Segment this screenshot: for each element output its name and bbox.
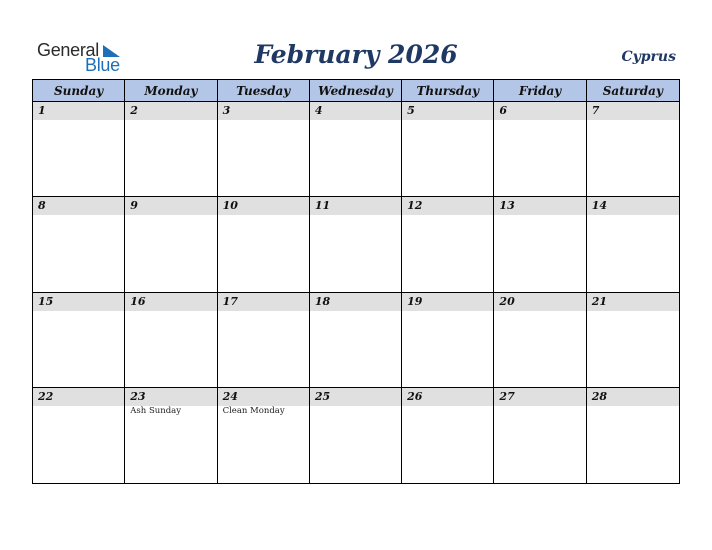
day-cell[interactable] [125, 388, 217, 483]
day-cell[interactable] [587, 293, 679, 388]
day-cell[interactable] [33, 102, 125, 197]
day-number: 18 [310, 293, 401, 311]
day-number: 11 [310, 197, 401, 215]
day-number: 7 [587, 102, 679, 120]
day-cell[interactable] [402, 197, 494, 292]
day-number: 9 [125, 197, 216, 215]
day-number: 21 [587, 293, 679, 311]
weekday-header: Friday [494, 80, 586, 102]
calendar-grid [32, 79, 680, 484]
day-number: 8 [33, 197, 124, 215]
day-number: 15 [33, 293, 124, 311]
day-number: 2 [125, 102, 216, 120]
day-cell[interactable] [125, 102, 217, 197]
day-cell[interactable] [494, 197, 586, 292]
day-cell[interactable] [125, 197, 217, 292]
weekday-header: Sunday [33, 80, 125, 102]
day-cell[interactable] [310, 197, 402, 292]
holiday-event: Ash Sunday [130, 405, 182, 416]
day-cell[interactable] [218, 102, 310, 197]
day-cell[interactable] [310, 102, 402, 197]
day-number: 14 [587, 197, 679, 215]
weekday-header: Monday [125, 80, 217, 102]
day-cell[interactable] [587, 388, 679, 483]
day-cell[interactable] [587, 197, 679, 292]
day-cell[interactable] [33, 293, 125, 388]
day-number: 24 [218, 388, 309, 406]
day-cell[interactable] [402, 102, 494, 197]
country-label: Cyprus [621, 49, 676, 65]
day-number: 3 [218, 102, 309, 120]
day-cell[interactable] [125, 293, 217, 388]
day-number: 13 [494, 197, 585, 215]
weekday-header: Wednesday [310, 80, 402, 102]
logo-text-general: General [37, 40, 99, 60]
day-number: 22 [33, 388, 124, 406]
day-cell[interactable] [33, 388, 125, 483]
day-cell[interactable] [310, 293, 402, 388]
day-number: 26 [402, 388, 493, 406]
calendar-title: February 2026 [254, 40, 458, 69]
weekday-header: Saturday [587, 80, 679, 102]
day-cell[interactable] [494, 293, 586, 388]
day-number: 1 [33, 102, 124, 120]
day-number: 20 [494, 293, 585, 311]
weekday-header: Tuesday [218, 80, 310, 102]
day-number: 19 [402, 293, 493, 311]
day-number: 28 [587, 388, 679, 406]
day-number: 23 [125, 388, 216, 406]
day-number: 6 [494, 102, 585, 120]
holiday-event: Clean Monday [222, 405, 285, 416]
day-cell[interactable] [218, 388, 310, 483]
day-number: 16 [125, 293, 216, 311]
day-number: 10 [218, 197, 309, 215]
day-number: 27 [494, 388, 585, 406]
day-cell[interactable] [494, 388, 586, 483]
day-number: 17 [218, 293, 309, 311]
day-number: 5 [402, 102, 493, 120]
logo-text-blue: Blue [85, 55, 120, 75]
day-cell[interactable] [587, 102, 679, 197]
day-cell[interactable] [310, 388, 402, 483]
day-cell[interactable] [402, 388, 494, 483]
weekday-header: Thursday [402, 80, 494, 102]
day-cell[interactable] [494, 102, 586, 197]
day-cell[interactable] [33, 197, 125, 292]
day-number: 25 [310, 388, 401, 406]
day-cell[interactable] [402, 293, 494, 388]
day-number: 12 [402, 197, 493, 215]
day-number: 4 [310, 102, 401, 120]
day-cell[interactable] [218, 197, 310, 292]
day-cell[interactable] [218, 293, 310, 388]
